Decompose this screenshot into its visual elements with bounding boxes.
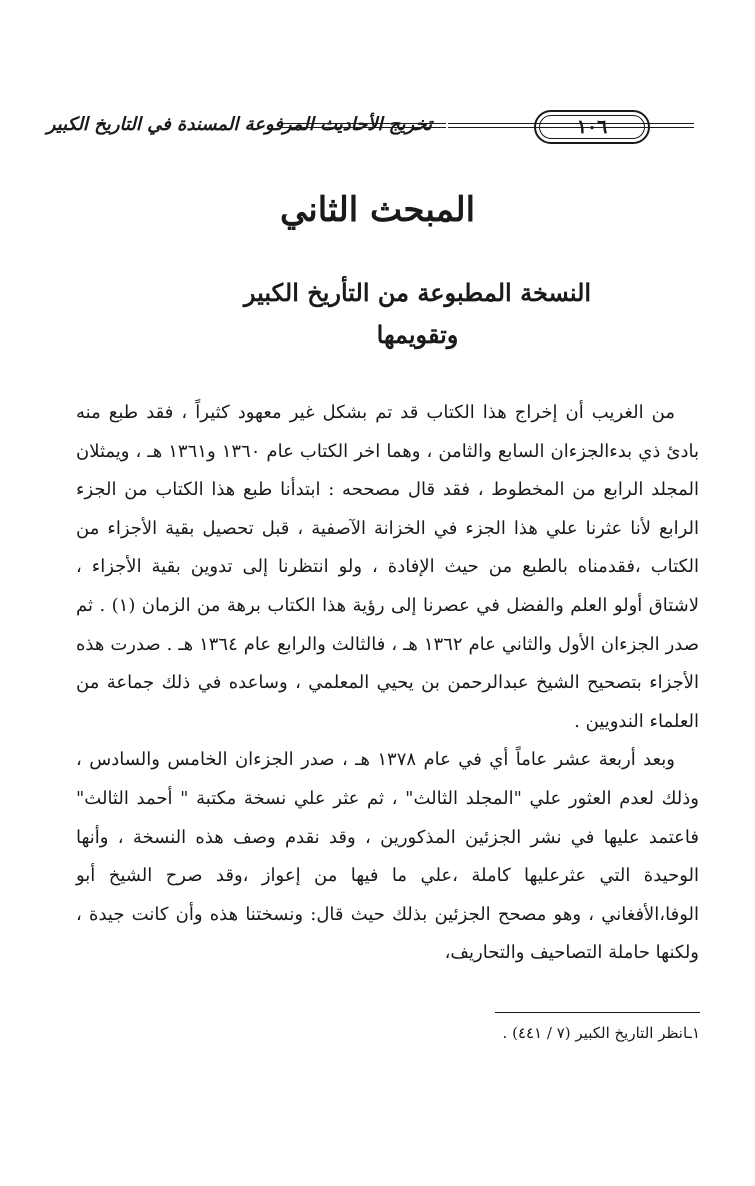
section-title: المبحث الثاني bbox=[279, 190, 476, 230]
paragraph-2: وبعد أربعة عشر عاماً أي في عام ١٣٧٨ هـ ، صدر الجزءان الخامس والسادس ، وذلك لعدم العثور علي "المجلد الثالث" ، ثم عثر علي نسخة مكتبة " أحمد الثالث" فاعتمد عليها في نشر الجزئين المذكورين ، وقد نقدم وصف هذه النسخة ، وأنها الوحيدة التي عثرعليها كاملة ،علي ما فيها من إعواز ،وقد صرح الشيخ أبو الوفا،الأفغاني ، وهو مصحح الجزئين بذلك حيث قال: ونسختنا هذه وأن كانت جيدة ، ولكنها حاملة التصاحيف والتحاريف، bbox=[76, 749, 699, 964]
body-text bbox=[76, 394, 699, 973]
subtitle-line-2: وتقويمها bbox=[376, 320, 459, 349]
running-header-title: تخريج الأحاديث المرفوعة المسندة في التاريخ الكبير bbox=[46, 114, 432, 135]
page-number: ١٠٦ bbox=[576, 116, 608, 138]
subtitle-line-1: النسخة المطبوعة من التأريخ الكبير bbox=[243, 278, 592, 307]
page-number-badge bbox=[534, 110, 650, 144]
footnote: ١ـانظر التاريخ الكبير (٧ / ٤٤١) . bbox=[502, 1024, 700, 1042]
footnote-rule bbox=[495, 1012, 700, 1013]
paragraph-1: من الغريب أن إخراج هذا الكتاب قد تم بشكل غير معهود كثيراً ، فقد طبع منه بادئ ذي بدءالجزءان السابع والثامن ، وهما اخر الكتاب عام ١٣٦٠ و١٣٦١ هـ ، ويمثلان المجلد الرابع من المخطوط ، فقد قال مصححه : ابتدأنا طبع هذا الكتاب من الجزء الرابع لأنا عثرنا علي هذا الجزء في الخزانة الآصفية ، قبل تحصيل بقية الأجزاء من الكتاب ،فقدمناه بالطبع من حيث الإفادة ، ولو انتظرنا إلى تدوين بقية الأجزاء ، لاشتاق أولو العلم والفضل في عصرنا إلى رؤية هذا الكتاب برهة من الزمان (١) . ثم صدر الجزءان الأول والثاني عام ١٣٦٢ هـ ، فالثالث والرابع عام ١٣٦٤ هـ . صدرت هذه الأجزاء بتصحيح الشيخ عبدالرحمن بن يحيي المعلمي ، وساعده في ذلك جماعة من العلماء الندويين . bbox=[76, 402, 700, 732]
running-header bbox=[46, 106, 694, 150]
